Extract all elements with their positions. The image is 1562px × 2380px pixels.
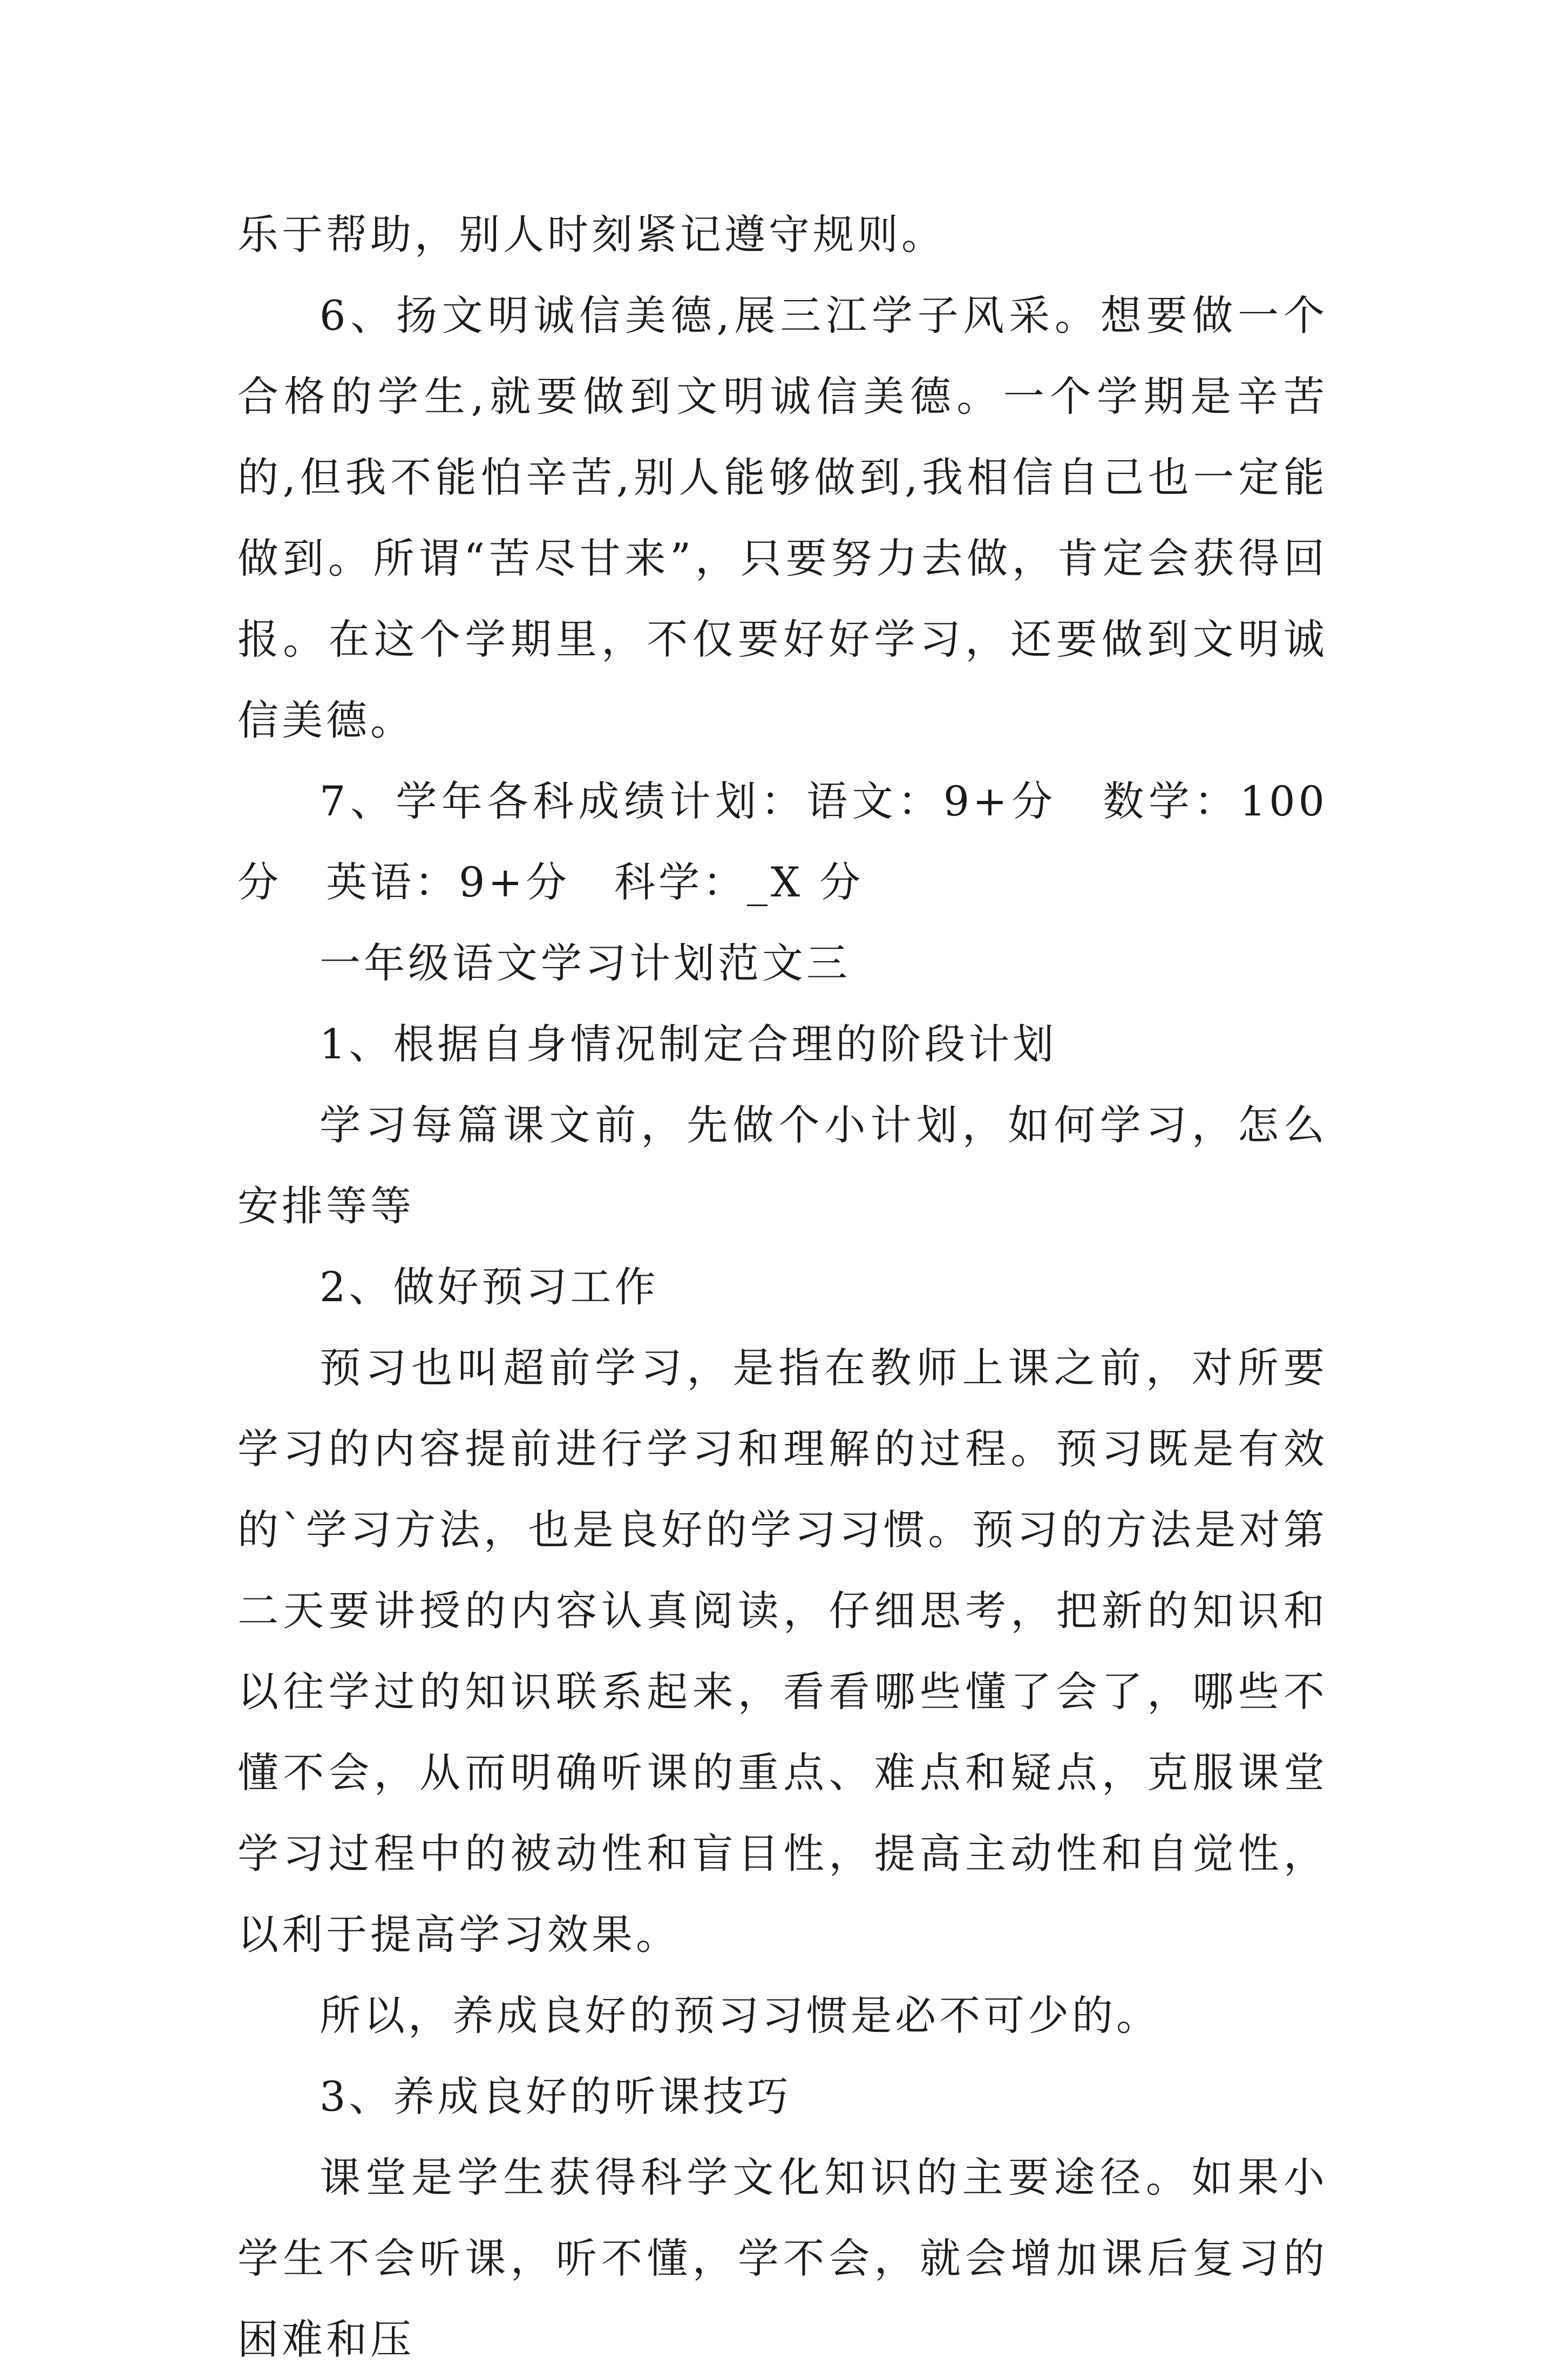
subheading-2: 2、做好预习工作 [320, 1263, 659, 1311]
paragraph-preview-conclusion: 所以，养成良好的预习习惯是必不可少的。 [320, 1991, 1160, 2039]
paragraph-item-6: 6、扬文明诚信美德,展三江学子风采。想要做一个合格的学生,就要做到文明诚信美德。一个学期是辛苦的,但我不能怕辛苦,别人能够做到,我相信自己也一定能做到。所谓“苦尽甘来”，只要努力去做，肯定会获得回报。在这个学期里，不仅要好好学习，还要做到文明诚信美德。 [237, 291, 1328, 744]
paragraph-preview: 预习也叫超前学习，是指在教师上课之前，对所要学习的内容提前进行学习和理解的过程。预习既是有效的`学习方法，也是良好的学习习惯。预习的方法是对第二天要讲授的内容认真阅读，仔细思考，把新的知识和以往学过的知识联系起来，看看哪些懂了会了，哪些不懂不会，从而明确听课的重点、难点和疑点，克服课堂学习过程中的被动性和盲目性，提高主动性和自觉性，以利于提高学习效果。 [237, 1344, 1328, 1959]
paragraph-item-7-grades: 7、学年各科成绩计划：语文：9+分 数学：100分 英语：9+分 科学：_X 分 [237, 777, 1328, 906]
paragraph-listening: 课堂是学生获得科学文化知识的主要途径。如果小学生不会听课，听不懂，学不会，就会增加课后复习的困难和压 [237, 2153, 1328, 2363]
section-heading: 一年级语文学习计划范文三 [320, 939, 851, 987]
subheading-3: 3、养成良好的听课技巧 [320, 2072, 792, 2120]
body-text [237, 194, 1328, 2380]
paragraph-plan: 学习每篇课文前，先做个小计划，如何学习，怎么安排等等 [237, 1101, 1328, 1230]
subheading-1: 1、根据自身情况制定合理的阶段计划 [320, 1020, 1057, 1068]
paragraph-continuation: 乐于帮助，别人时刻紧记遵守规则。 [237, 210, 946, 259]
